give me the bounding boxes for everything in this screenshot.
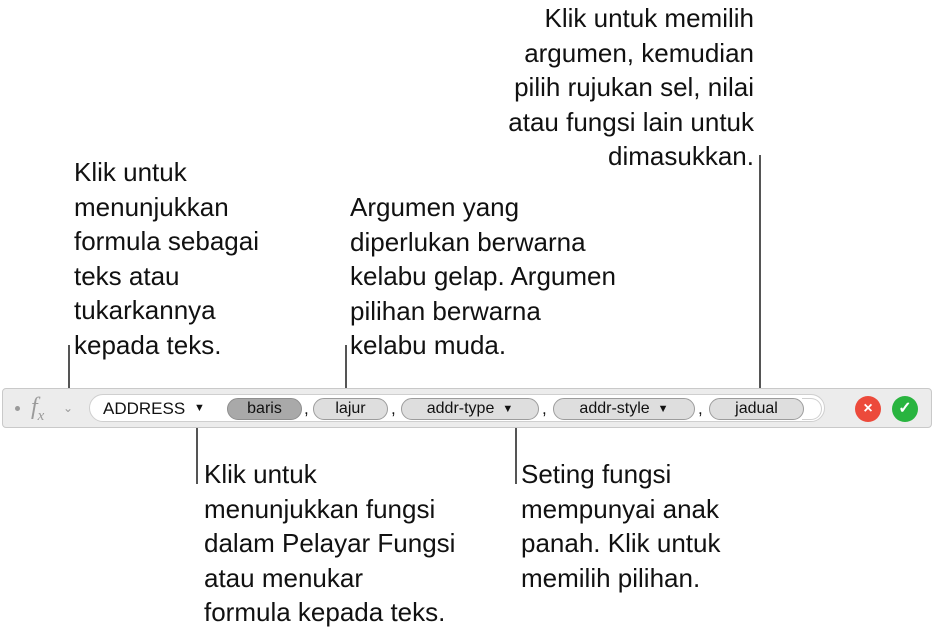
argument-separator: , [304, 399, 309, 418]
callout-function-settings: Seting fungsi mempunyai anak panah. Klik untuk memilih pilihan. [521, 459, 721, 593]
argument-separator: , [698, 399, 703, 418]
close-icon: × [863, 400, 873, 417]
chevron-down-icon[interactable]: ⌄ [63, 401, 74, 415]
argument-separator: , [391, 399, 396, 418]
formula-field[interactable] [89, 394, 825, 422]
argument-separator: , [542, 399, 547, 418]
callout-select-argument: Klik untuk memilih argumen, kemudian pilih rujukan sel, nilai atau fungsi lain untuk dimasukkan. [508, 3, 754, 171]
argument-token-baris[interactable]: baris [227, 398, 302, 420]
addr-type-arrow-icon[interactable]: ▼ [502, 403, 514, 415]
formula-bar [2, 388, 932, 428]
argument-token-jadual[interactable]: jadual [709, 398, 804, 420]
callout-argument-colors: Argumen yang diperlukan berwarna kelabu gelap. Argumen pilihan berwarna kelabu muda. [350, 192, 616, 360]
cancel-button[interactable] [855, 396, 881, 422]
callout-formula-as-text: Klik untuk menunjukkan formula sebagai teks atau tukarkannya kepada teks. [74, 157, 259, 360]
leader-line-select-argument [759, 155, 761, 397]
argument-token-addr-type[interactable]: addr-type ▼ [401, 398, 539, 420]
checkmark-icon: ✓ [898, 400, 912, 417]
addr-style-arrow-icon[interactable]: ▼ [657, 403, 669, 415]
drag-handle-icon[interactable] [15, 406, 20, 411]
argument-token-lajur[interactable]: lajur [313, 398, 388, 420]
function-name[interactable]: ADDRESS [103, 399, 186, 418]
fx-icon[interactable]: $f_x$ [31, 394, 45, 424]
callout-function-browser: Klik untuk menunjukkan fungsi dalam Pelayar Fungsi atau menukar formula kepada teks. [204, 459, 456, 627]
argument-token-addr-style[interactable]: addr-style ▼ [553, 398, 695, 420]
closing-parenthesis [802, 398, 822, 420]
accept-button[interactable] [892, 396, 918, 422]
function-menu-arrow-icon[interactable]: ▼ [194, 402, 205, 414]
